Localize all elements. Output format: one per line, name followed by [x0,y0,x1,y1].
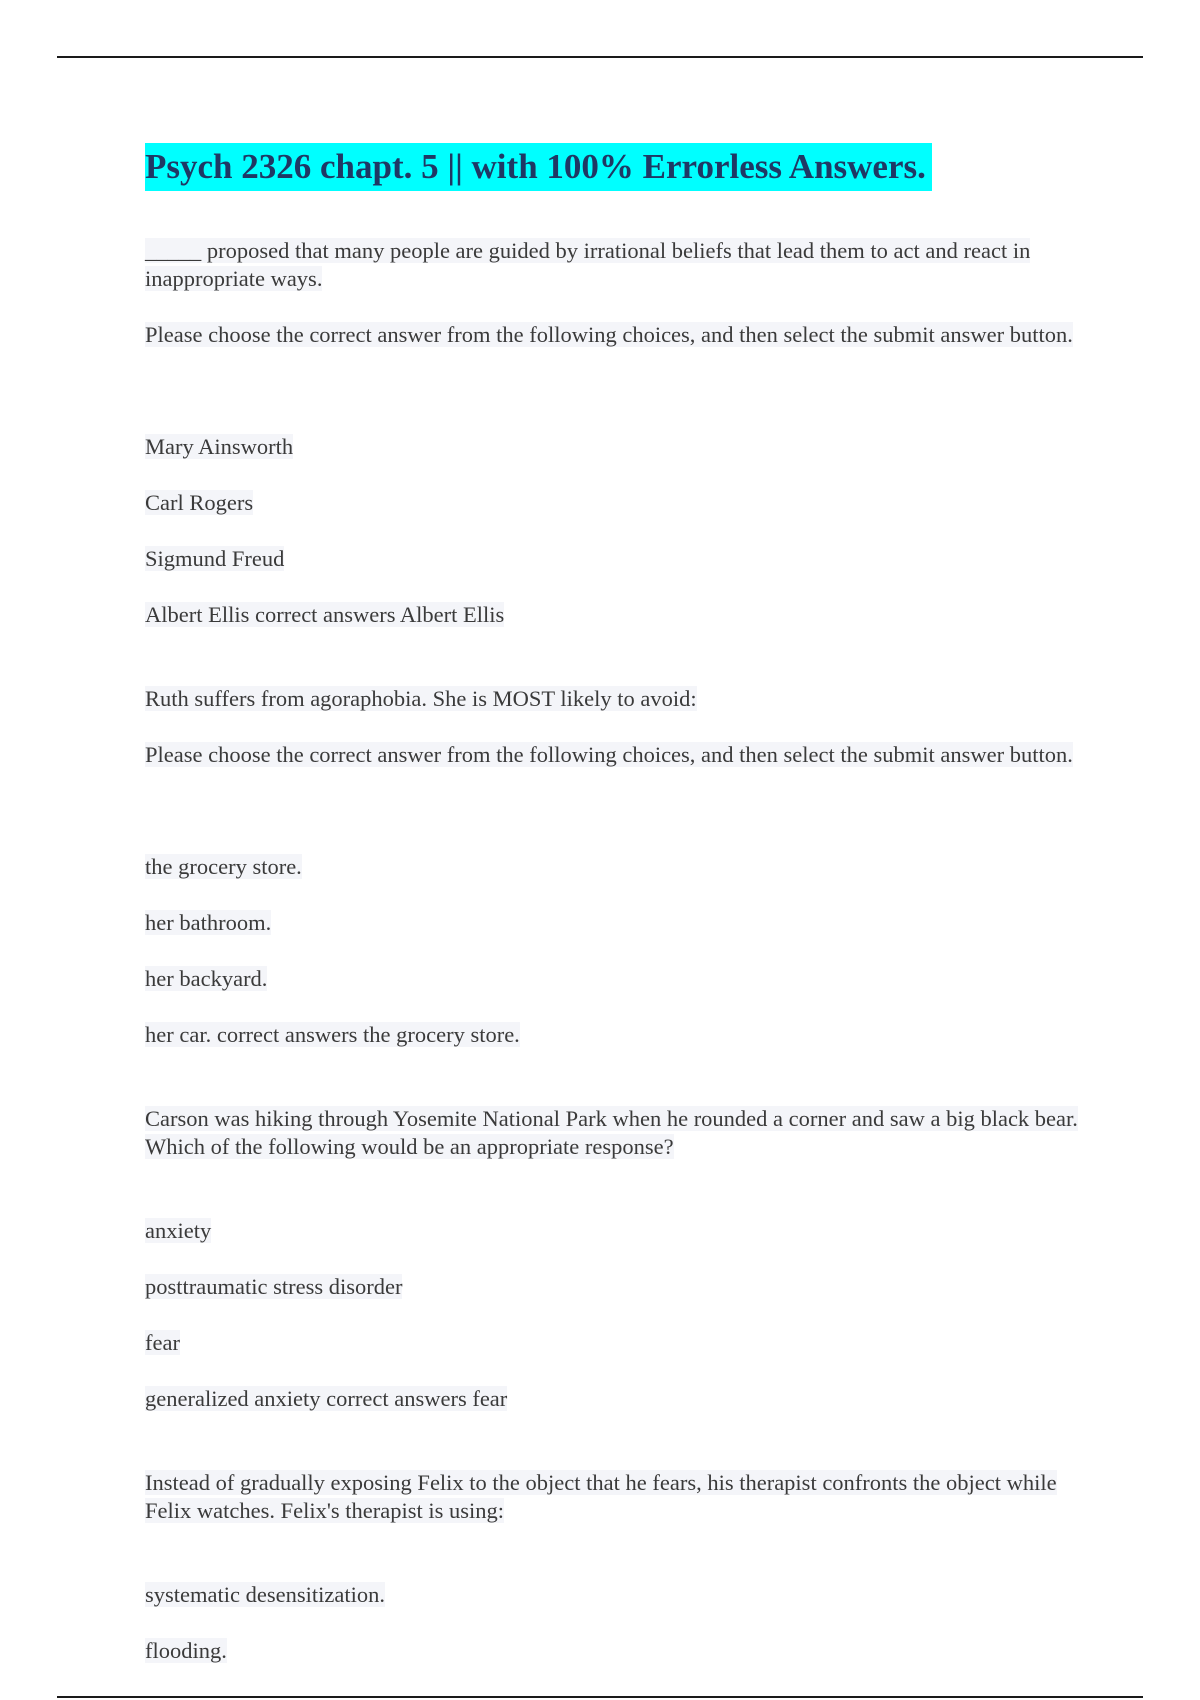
top-rule [57,56,1143,58]
question-2-choice-3: her backyard. [145,966,268,991]
question-4-choice-2: flooding. [145,1638,227,1663]
question-1-choice-1: Mary Ainsworth [145,434,294,459]
question-3-choice-1: anxiety [145,1218,212,1243]
question-3 [145,1077,1085,1189]
question-4-prompt: Instead of gradually exposing Felix to the object that he fears, his therapist confronts the object while Felix watches. Felix's therapist is using: [145,1470,1057,1523]
question-2-choice-1: the grocery store. [145,854,302,879]
question-1-prompt: _____ proposed that many people are guided by irrational beliefs that lead them to act and react in inappropriate ways. [145,238,1031,291]
question-3-choice-2: posttraumatic stress disorder [145,1274,403,1299]
question-3-choice-4: generalized anxiety correct answers fear [145,1386,508,1411]
question-1-instruction: Please choose the correct answer from the following choices, and then select the submit answer button. [145,322,1073,347]
question-4-choice-1: systematic desensitization. [145,1582,385,1607]
question-2-prompt: Ruth suffers from agoraphobia. She is MOST likely to avoid: [145,686,697,711]
question-3-prompt: Carson was hiking through Yosemite National Park when he rounded a corner and saw a big black bear. Which of the following would be an appropriate response? [145,1106,1078,1159]
question-2-choice-4: her car. correct answers the grocery store. [145,1022,520,1047]
document-body [145,143,1085,1665]
question-1-choice-2: Carl Rogers [145,490,254,515]
bottom-rule [57,1696,1143,1698]
question-2 [145,657,1085,797]
question-3-choice-3: fear [145,1330,180,1355]
question-1-choice-3: Sigmund Freud [145,546,285,571]
question-2-choice-2: her bathroom. [145,910,272,935]
question-4 [145,1441,1085,1553]
question-1-choice-4: Albert Ellis correct answers Albert Ellis [145,602,505,627]
document-title: Psych 2326 chapt. 5 || with 100% Errorless Answers. [145,143,932,191]
question-2-instruction: Please choose the correct answer from the following choices, and then select the submit answer button. [145,742,1073,767]
question-1 [145,209,1085,377]
